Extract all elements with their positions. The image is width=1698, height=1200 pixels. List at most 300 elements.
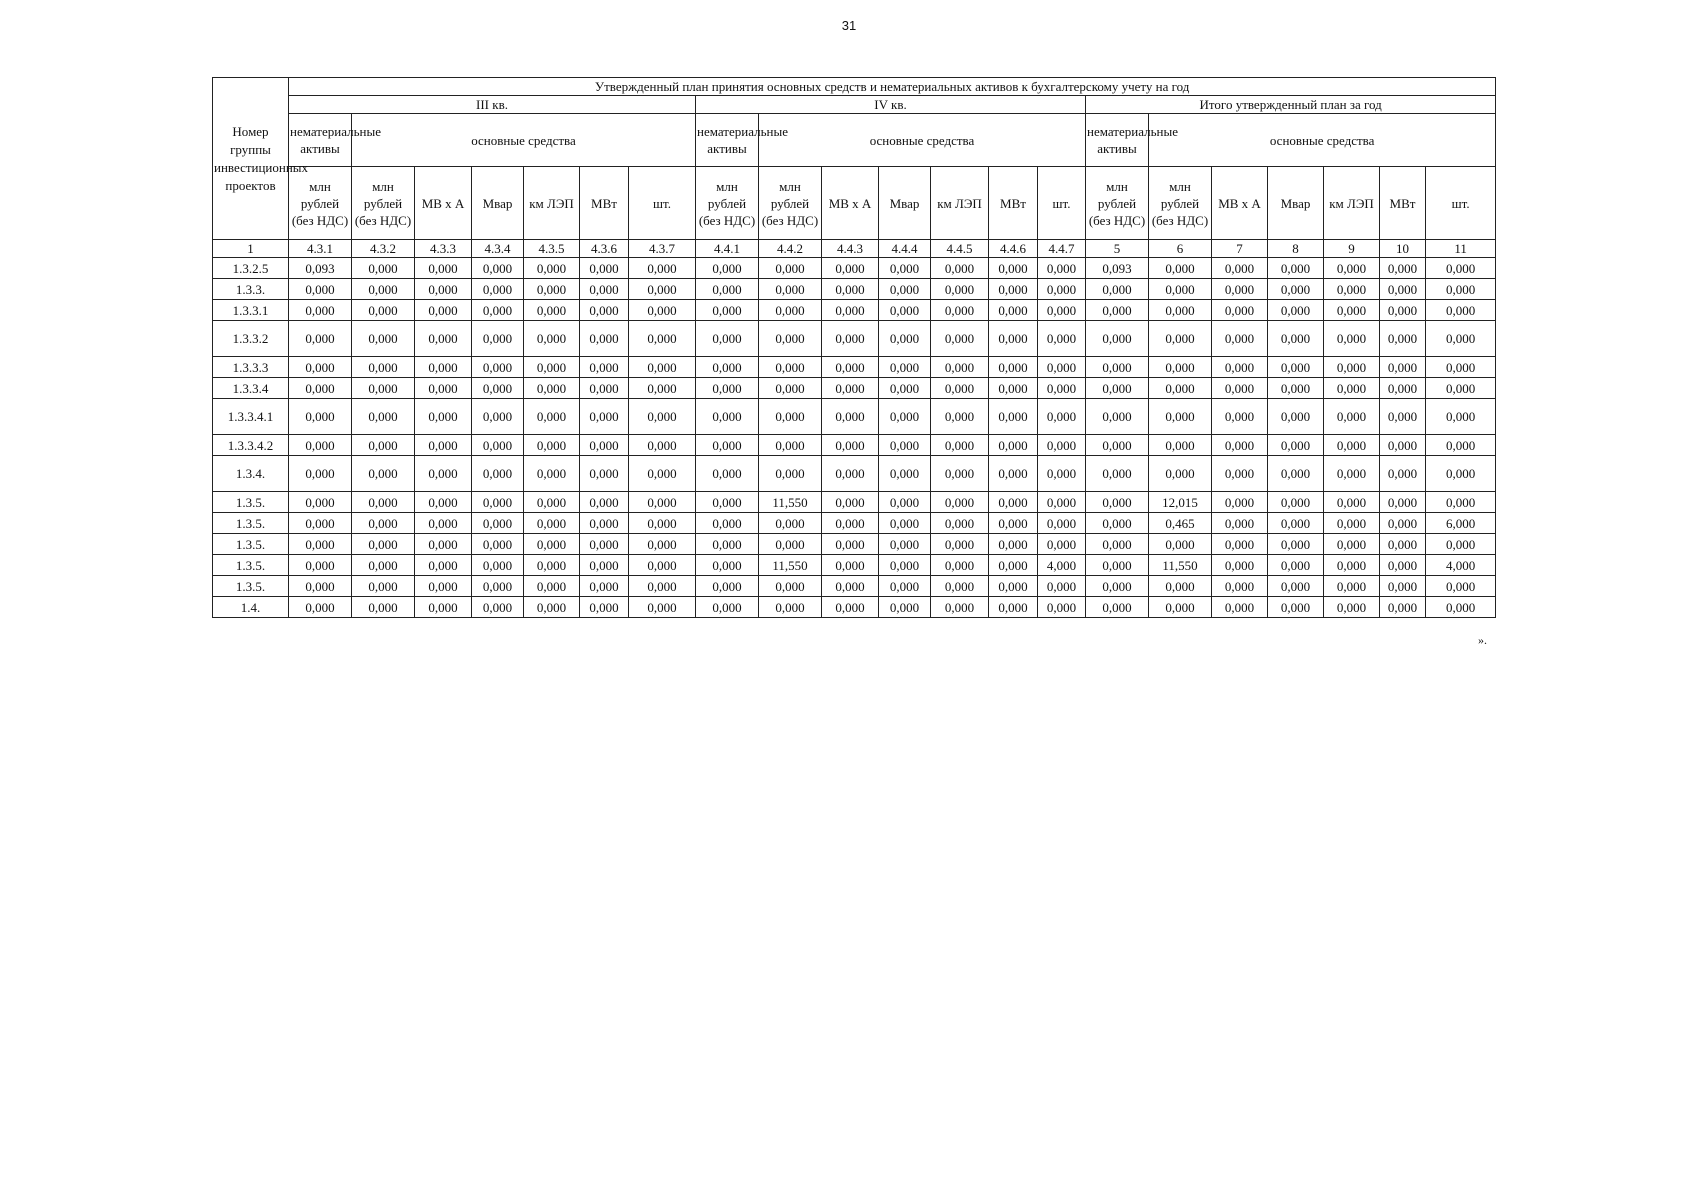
value-cell: 0,000: [580, 597, 629, 618]
value-cell: 0,000: [1038, 378, 1086, 399]
value-cell: 0,000: [1149, 258, 1212, 279]
value-cell: 0,000: [822, 435, 879, 456]
value-cell: 0,000: [1268, 357, 1324, 378]
value-cell: 0,000: [1380, 576, 1426, 597]
value-cell: 0,000: [415, 435, 472, 456]
value-cell: 0,000: [696, 378, 759, 399]
value-cell: 0,000: [415, 597, 472, 618]
value-cell: 0,000: [1038, 435, 1086, 456]
value-cell: 0,000: [1086, 534, 1149, 555]
group-number-cell: 1.3.3.4.1: [213, 399, 289, 435]
value-cell: 0,000: [580, 513, 629, 534]
value-cell: 0,000: [1426, 378, 1496, 399]
value-cell: 0,000: [1212, 279, 1268, 300]
column-number: 7: [1212, 240, 1268, 258]
value-cell: 0,000: [472, 357, 524, 378]
value-cell: 0,000: [1380, 258, 1426, 279]
unit-header: млн рублей (без НДС): [289, 167, 352, 240]
value-cell: 0,000: [696, 357, 759, 378]
value-cell: 0,000: [759, 576, 822, 597]
value-cell: 0,000: [472, 456, 524, 492]
value-cell: 0,000: [1268, 597, 1324, 618]
group-number-cell: 1.3.3.4: [213, 378, 289, 399]
value-cell: 0,000: [1038, 279, 1086, 300]
value-cell: 0,000: [1086, 513, 1149, 534]
value-cell: 0,000: [1268, 258, 1324, 279]
value-cell: 0,000: [879, 258, 931, 279]
value-cell: 0,000: [415, 513, 472, 534]
value-cell: 0,000: [1212, 258, 1268, 279]
unit-header: МВ х А: [822, 167, 879, 240]
value-cell: 0,000: [1324, 357, 1380, 378]
value-cell: 0,000: [629, 576, 696, 597]
value-cell: 0,000: [580, 321, 629, 357]
group-number-cell: 1.3.5.: [213, 534, 289, 555]
value-cell: 0,000: [629, 555, 696, 576]
value-cell: 0,000: [989, 321, 1038, 357]
column-number: 4.3.1: [289, 240, 352, 258]
value-cell: 0,000: [1038, 456, 1086, 492]
value-cell: 11,550: [759, 492, 822, 513]
value-cell: 0,000: [696, 399, 759, 435]
value-cell: 0,000: [1149, 534, 1212, 555]
value-cell: 0,000: [822, 321, 879, 357]
value-cell: 0,000: [415, 321, 472, 357]
table-row: [213, 399, 1496, 435]
value-cell: 0,000: [352, 435, 415, 456]
table-row: [213, 534, 1496, 555]
value-cell: 0,000: [696, 456, 759, 492]
value-cell: 0,000: [289, 597, 352, 618]
group-number-cell: 1.3.3.3: [213, 357, 289, 378]
table-row: [213, 576, 1496, 597]
value-cell: 0,000: [1212, 378, 1268, 399]
value-cell: 0,000: [415, 378, 472, 399]
value-cell: 0,000: [1212, 597, 1268, 618]
value-cell: 0,000: [1324, 534, 1380, 555]
value-cell: 0,000: [989, 456, 1038, 492]
value-cell: 0,000: [879, 576, 931, 597]
value-cell: 0,000: [580, 357, 629, 378]
value-cell: 0,000: [759, 534, 822, 555]
value-cell: 0,000: [822, 513, 879, 534]
value-cell: 0,000: [1324, 258, 1380, 279]
value-cell: 0,000: [1149, 378, 1212, 399]
value-cell: 0,000: [1038, 576, 1086, 597]
value-cell: 0,000: [931, 534, 989, 555]
value-cell: 0,000: [759, 513, 822, 534]
value-cell: 0,000: [1268, 300, 1324, 321]
value-cell: 0,000: [1038, 300, 1086, 321]
column-number: 4.3.2: [352, 240, 415, 258]
value-cell: 0,000: [580, 378, 629, 399]
value-cell: 0,000: [696, 597, 759, 618]
value-cell: 0,000: [1324, 576, 1380, 597]
value-cell: 0,000: [524, 555, 580, 576]
value-cell: 0,000: [1212, 513, 1268, 534]
value-cell: 0,000: [1324, 492, 1380, 513]
value-cell: 0,000: [1212, 492, 1268, 513]
value-cell: 0,000: [524, 378, 580, 399]
value-cell: 0,000: [352, 576, 415, 597]
fixed-assets-header: основные средства: [352, 114, 696, 167]
value-cell: 0,000: [1268, 555, 1324, 576]
value-cell: 0,000: [580, 399, 629, 435]
value-cell: 0,000: [696, 435, 759, 456]
value-cell: 0,000: [1038, 597, 1086, 618]
value-cell: 4,000: [1426, 555, 1496, 576]
value-cell: 0,000: [1268, 513, 1324, 534]
table-row: [213, 597, 1496, 618]
value-cell: 0,000: [629, 357, 696, 378]
unit-header: млн рублей (без НДС): [696, 167, 759, 240]
value-cell: 0,000: [352, 513, 415, 534]
value-cell: 0,000: [1426, 534, 1496, 555]
value-cell: 0,000: [1149, 279, 1212, 300]
value-cell: 0,000: [1380, 492, 1426, 513]
value-cell: 0,000: [759, 597, 822, 618]
value-cell: 0,000: [415, 534, 472, 555]
value-cell: 0,000: [1149, 456, 1212, 492]
value-cell: 0,000: [822, 597, 879, 618]
value-cell: 0,000: [931, 279, 989, 300]
value-cell: 0,000: [629, 300, 696, 321]
value-cell: 0,000: [1212, 534, 1268, 555]
value-cell: 0,000: [1426, 399, 1496, 435]
investment-plan-table: [212, 77, 1496, 618]
value-cell: 0,000: [1086, 357, 1149, 378]
group-number-cell: 1.3.4.: [213, 456, 289, 492]
value-cell: 0,000: [759, 258, 822, 279]
value-cell: 0,000: [1324, 513, 1380, 534]
value-cell: 0,000: [1324, 279, 1380, 300]
value-cell: 0,000: [629, 513, 696, 534]
value-cell: 0,000: [524, 279, 580, 300]
value-cell: 0,000: [1086, 456, 1149, 492]
fixed-assets-header: основные средства: [759, 114, 1086, 167]
value-cell: 0,000: [1324, 399, 1380, 435]
value-cell: 0,000: [1268, 576, 1324, 597]
value-cell: 0,000: [415, 492, 472, 513]
value-cell: 0,000: [415, 357, 472, 378]
value-cell: 0,000: [879, 357, 931, 378]
value-cell: 0,000: [822, 399, 879, 435]
value-cell: 0,000: [1038, 492, 1086, 513]
value-cell: 0,000: [580, 576, 629, 597]
value-cell: 0,000: [1212, 456, 1268, 492]
value-cell: 0,000: [1380, 555, 1426, 576]
column-number: 10: [1380, 240, 1426, 258]
value-cell: 0,000: [1268, 456, 1324, 492]
value-cell: 0,000: [1268, 321, 1324, 357]
unit-header: МВт: [580, 167, 629, 240]
value-cell: 0,000: [822, 576, 879, 597]
value-cell: 0,000: [524, 300, 580, 321]
value-cell: 0,000: [989, 300, 1038, 321]
intangible-assets-header: нематериальные активы: [696, 114, 759, 167]
table-row: [213, 300, 1496, 321]
value-cell: 0,000: [1086, 597, 1149, 618]
value-cell: 0,000: [289, 435, 352, 456]
value-cell: 0,000: [696, 513, 759, 534]
value-cell: 0,000: [879, 321, 931, 357]
column-number: 4.3.4: [472, 240, 524, 258]
value-cell: 0,000: [289, 576, 352, 597]
period-q4-header: IV кв.: [696, 96, 1086, 114]
unit-header: Мвар: [1268, 167, 1324, 240]
value-cell: 0,000: [1324, 321, 1380, 357]
value-cell: 0,000: [352, 300, 415, 321]
value-cell: 0,000: [879, 492, 931, 513]
value-cell: 0,000: [1426, 492, 1496, 513]
unit-header: Мвар: [472, 167, 524, 240]
value-cell: 0,000: [524, 534, 580, 555]
value-cell: 0,000: [1149, 435, 1212, 456]
value-cell: 0,000: [629, 597, 696, 618]
value-cell: 0,000: [580, 435, 629, 456]
value-cell: 0,000: [696, 492, 759, 513]
value-cell: 0,000: [931, 597, 989, 618]
value-cell: 0,000: [1149, 597, 1212, 618]
value-cell: 0,000: [989, 357, 1038, 378]
value-cell: 0,000: [1086, 555, 1149, 576]
value-cell: 0,000: [472, 576, 524, 597]
value-cell: 11,550: [759, 555, 822, 576]
table-row: [213, 321, 1496, 357]
value-cell: 0,000: [1426, 321, 1496, 357]
table-row: [213, 456, 1496, 492]
value-cell: 0,000: [472, 321, 524, 357]
value-cell: 0,000: [879, 279, 931, 300]
value-cell: 0,000: [524, 513, 580, 534]
value-cell: 0,000: [989, 597, 1038, 618]
value-cell: 0,000: [1086, 321, 1149, 357]
closing-quote-mark: ».: [1478, 633, 1487, 647]
value-cell: 0,000: [759, 456, 822, 492]
value-cell: 0,000: [352, 258, 415, 279]
column-number: 1: [213, 240, 289, 258]
value-cell: 0,000: [1038, 399, 1086, 435]
value-cell: 0,000: [1038, 258, 1086, 279]
unit-header: км ЛЭП: [1324, 167, 1380, 240]
value-cell: 0,000: [415, 399, 472, 435]
table-row: [213, 435, 1496, 456]
value-cell: 0,000: [879, 534, 931, 555]
value-cell: 0,000: [629, 534, 696, 555]
value-cell: 0,000: [1268, 492, 1324, 513]
value-cell: 0,000: [759, 300, 822, 321]
value-cell: 0,000: [1212, 321, 1268, 357]
value-cell: 0,000: [1086, 399, 1149, 435]
column-number: 11: [1426, 240, 1496, 258]
value-cell: 0,000: [1380, 513, 1426, 534]
value-cell: 0,000: [352, 456, 415, 492]
column-number: 4.4.6: [989, 240, 1038, 258]
value-cell: 0,000: [931, 258, 989, 279]
group-number-cell: 1.3.2.5: [213, 258, 289, 279]
value-cell: 0,000: [1426, 300, 1496, 321]
value-cell: 0,000: [1268, 399, 1324, 435]
value-cell: 0,000: [822, 555, 879, 576]
column-number: 9: [1324, 240, 1380, 258]
value-cell: 0,000: [989, 534, 1038, 555]
value-cell: 0,000: [822, 456, 879, 492]
value-cell: 0,000: [1380, 378, 1426, 399]
value-cell: 0,000: [1086, 492, 1149, 513]
value-cell: 0,000: [289, 300, 352, 321]
value-cell: 0,000: [580, 555, 629, 576]
value-cell: 0,000: [989, 279, 1038, 300]
column-number: 4.4.2: [759, 240, 822, 258]
value-cell: 0,000: [472, 435, 524, 456]
value-cell: 0,000: [1038, 357, 1086, 378]
value-cell: 0,000: [1149, 300, 1212, 321]
unit-header: МВт: [1380, 167, 1426, 240]
value-cell: 0,000: [524, 321, 580, 357]
value-cell: 0,000: [1268, 435, 1324, 456]
value-cell: 0,000: [415, 258, 472, 279]
value-cell: 0,000: [580, 456, 629, 492]
column-number: 4.4.3: [822, 240, 879, 258]
value-cell: 0,000: [879, 456, 931, 492]
value-cell: 0,000: [931, 576, 989, 597]
value-cell: 12,015: [1149, 492, 1212, 513]
value-cell: 0,000: [1324, 435, 1380, 456]
value-cell: 0,000: [931, 513, 989, 534]
value-cell: 0,000: [289, 357, 352, 378]
value-cell: 0,000: [931, 321, 989, 357]
unit-header: шт.: [1426, 167, 1496, 240]
value-cell: 0,000: [759, 399, 822, 435]
value-cell: 0,000: [289, 555, 352, 576]
value-cell: 0,000: [1038, 513, 1086, 534]
table-row: [213, 492, 1496, 513]
column-number: 4.4.1: [696, 240, 759, 258]
value-cell: 0,000: [472, 300, 524, 321]
value-cell: 0,000: [1426, 456, 1496, 492]
value-cell: 0,000: [1324, 597, 1380, 618]
value-cell: 0,000: [580, 492, 629, 513]
fixed-assets-header: основные средства: [1149, 114, 1496, 167]
table-row: [213, 378, 1496, 399]
value-cell: 0,000: [1086, 435, 1149, 456]
value-cell: 0,000: [580, 534, 629, 555]
value-cell: 0,000: [524, 258, 580, 279]
table-body: [213, 258, 1496, 618]
group-number-cell: 1.3.5.: [213, 555, 289, 576]
unit-header: км ЛЭП: [931, 167, 989, 240]
value-cell: 0,000: [629, 492, 696, 513]
value-cell: 0,000: [415, 555, 472, 576]
group-number-cell: 1.4.: [213, 597, 289, 618]
value-cell: 0,000: [1086, 300, 1149, 321]
value-cell: 0,000: [1380, 435, 1426, 456]
column-number: 4.4.7: [1038, 240, 1086, 258]
column-number: 4.3.7: [629, 240, 696, 258]
value-cell: 0,000: [289, 456, 352, 492]
value-cell: 0,000: [931, 555, 989, 576]
page-number: 31: [841, 18, 857, 33]
intangible-assets-header: нематериальные активы: [289, 114, 352, 167]
value-cell: 0,000: [1149, 321, 1212, 357]
value-cell: 0,000: [1380, 279, 1426, 300]
value-cell: 0,000: [472, 399, 524, 435]
group-number-cell: 1.3.3.4.2: [213, 435, 289, 456]
value-cell: 0,000: [1212, 555, 1268, 576]
value-cell: 0,000: [580, 258, 629, 279]
value-cell: 0,000: [822, 258, 879, 279]
unit-header: млн рублей (без НДС): [352, 167, 415, 240]
unit-header: МВ х А: [415, 167, 472, 240]
value-cell: 0,000: [1149, 399, 1212, 435]
value-cell: 0,000: [415, 456, 472, 492]
column-number: 6: [1149, 240, 1212, 258]
value-cell: 0,000: [696, 576, 759, 597]
value-cell: 0,000: [629, 258, 696, 279]
column-number: 8: [1268, 240, 1324, 258]
value-cell: 0,000: [1426, 357, 1496, 378]
value-cell: 0,000: [822, 357, 879, 378]
value-cell: 0,000: [1380, 321, 1426, 357]
group-number-cell: 1.3.3.2: [213, 321, 289, 357]
column-number: 4.3.5: [524, 240, 580, 258]
value-cell: 0,000: [989, 576, 1038, 597]
value-cell: 0,000: [822, 534, 879, 555]
value-cell: 0,000: [822, 279, 879, 300]
value-cell: 0,000: [696, 321, 759, 357]
value-cell: 0,000: [1086, 378, 1149, 399]
value-cell: 0,000: [580, 300, 629, 321]
value-cell: 0,000: [524, 435, 580, 456]
value-cell: 0,000: [524, 456, 580, 492]
value-cell: 0,000: [989, 258, 1038, 279]
value-cell: 0,000: [879, 399, 931, 435]
value-cell: 0,000: [352, 555, 415, 576]
column-number: 4.4.5: [931, 240, 989, 258]
value-cell: 0,093: [289, 258, 352, 279]
value-cell: 0,000: [1380, 597, 1426, 618]
value-cell: 0,000: [415, 300, 472, 321]
group-number-cell: 1.3.3.: [213, 279, 289, 300]
value-cell: 0,000: [289, 279, 352, 300]
value-cell: 0,000: [1426, 435, 1496, 456]
table-row: [213, 513, 1496, 534]
value-cell: 0,000: [472, 378, 524, 399]
value-cell: 0,000: [289, 534, 352, 555]
value-cell: 0,000: [1086, 576, 1149, 597]
value-cell: 0,000: [989, 555, 1038, 576]
unit-header: Мвар: [879, 167, 931, 240]
value-cell: 0,000: [1149, 357, 1212, 378]
value-cell: 0,000: [629, 279, 696, 300]
value-cell: 0,000: [931, 456, 989, 492]
value-cell: 0,000: [415, 576, 472, 597]
value-cell: 0,000: [696, 300, 759, 321]
value-cell: 0,000: [580, 279, 629, 300]
table-header: [213, 78, 1496, 258]
value-cell: 0,000: [822, 492, 879, 513]
value-cell: 0,000: [879, 378, 931, 399]
group-number-header: Номер группы инвестиционных проектов: [213, 78, 289, 240]
value-cell: 11,550: [1149, 555, 1212, 576]
table-row: [213, 279, 1496, 300]
value-cell: 0,000: [759, 378, 822, 399]
value-cell: 0,000: [989, 399, 1038, 435]
value-cell: 0,000: [524, 492, 580, 513]
column-number: 4.4.4: [879, 240, 931, 258]
value-cell: 0,000: [352, 321, 415, 357]
table-title: Утвержденный план принятия основных средств и нематериальных активов к бухгалтерскому учету на год: [289, 78, 1496, 96]
